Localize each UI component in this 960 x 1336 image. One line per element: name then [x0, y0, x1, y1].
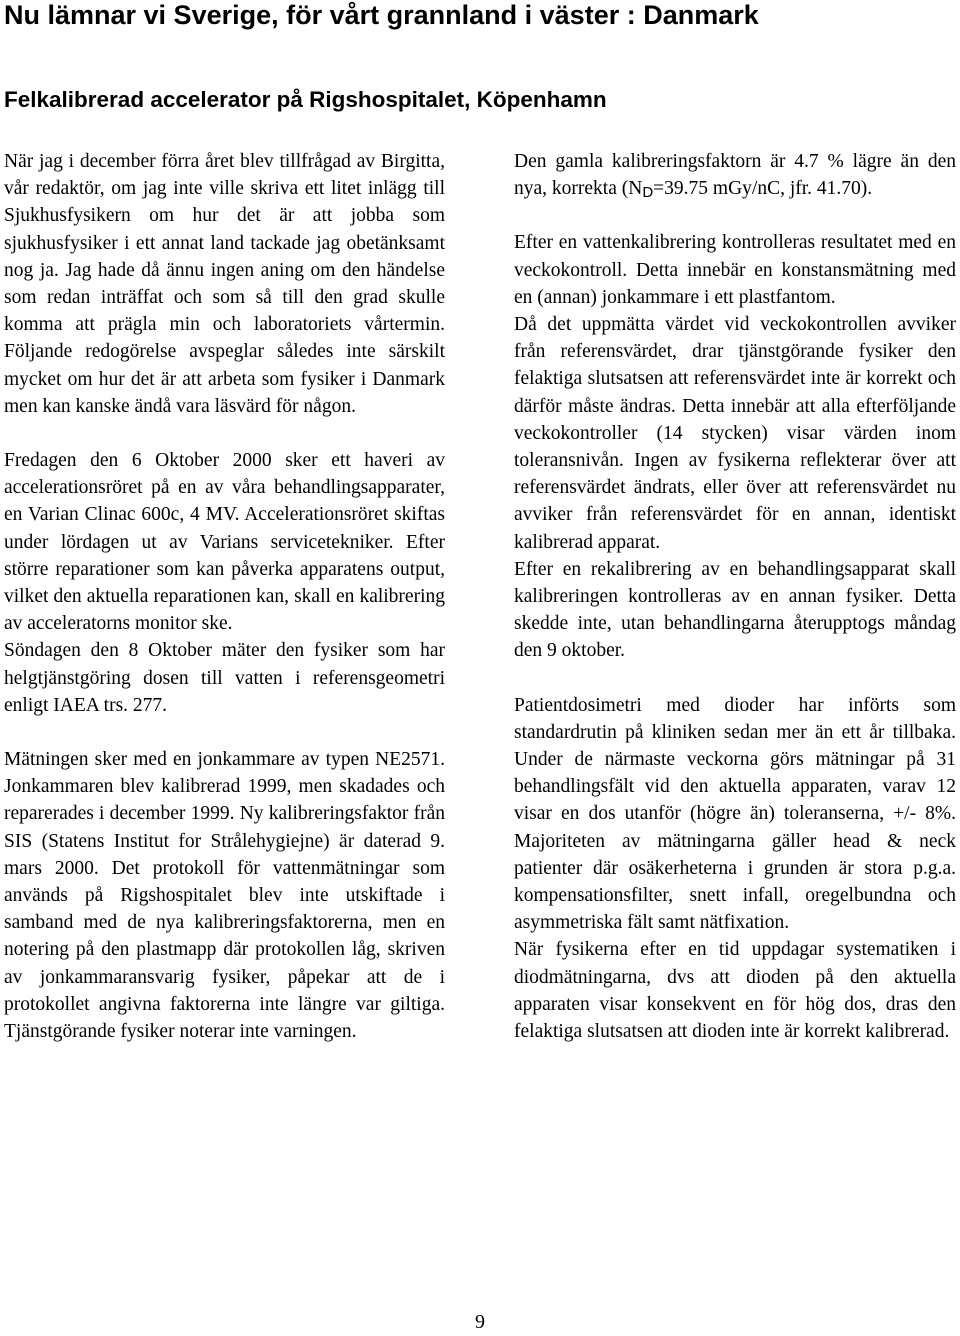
paragraph-diode-conclusion: När fysikerna efter en tid uppdagar systematiken i diodmätningarna, dvs att dioden på den aktuella apparaten visar konsekvent en för hög dos, dras den felaktiga slutsatsen att dioden inte är korrekt kalibrerad. — [514, 939, 956, 1043]
paragraph-ion-chamber: Mätningen sker med en jonkammare av typen NE2571. Jonkammaren blev kalibrerad 1999, men skadades och reparerades i december 1999. Ny kalibreringsfaktor från SIS (Statens Institut for Strålehygiejne) är daterad 9. mars 2000. Det protokoll för vattenmätningar som används på Rigshospitalet blev inte utskiftade i samband med de nya kalibreringsfaktorerna, men en notering på den plastmapp där protokollen låg, skriven av jonkammaransvarig fysiker, påpekar att de i protokollet angivna faktorerna inte längre var giltiga. Tjänstgörande fysiker noterar inte varningen. — [4, 749, 445, 1043]
paragraph-gap — [514, 202, 956, 229]
calibration-text-start: Den gamla kalibreringsfaktorn är 4.7 % lägre än den nya, korrekta (N — [514, 151, 956, 200]
paragraph-gap — [514, 665, 956, 692]
left-column — [4, 148, 445, 1045]
paragraph-weekly-check: Efter en vattenkalibrering kontrolleras resultatet med en veckokontroll. Detta innebär en konstansmätning med en (annan) jonkammare i ett plastfantom. — [514, 232, 956, 308]
page-title: Nu lämnar vi Sverige, för vårt grannland i väster : Danmark — [4, 0, 759, 30]
paragraph-recalibration: Efter en rekalibrering av en behandlingsapparat skall kalibreringen kontrolleras av en annan fysiker. Detta skedde inte, utan behandlingarna återupptogs måndag den 9 oktober. — [514, 558, 956, 662]
page-number: 9 — [475, 1311, 485, 1333]
paragraph-reference-value: Då det uppmätta värdet vid veckokontrollen avviker från referensvärdet, drar tjänstgörande fysiker den felaktiga slutsatsen att referensvärdet inte är korrekt och därför måste ändras. Detta innebär att alla efterföljande veckokontroller (14 stycken) visar värden inom toleransnivån. Ingen av fysikerna reflekterar över att referensvärdet ändrats, eller över att referensvärdet nu avviker från referensvärdet för en annan, identiskt kalibrerad apparat. — [514, 314, 956, 553]
paragraph-calibration-factor — [514, 148, 956, 202]
paragraph-gap — [4, 420, 445, 447]
paragraph-sunday-measurement: Söndagen den 8 Oktober mäter den fysiker som har helgtjänstgöring dosen till vatten i referensgeometri enligt IAEA trs. 277. — [4, 640, 445, 716]
subscript-d: D — [642, 184, 654, 202]
calibration-text-end: =39.75 mGy/nC, jfr. 41.70). — [653, 178, 873, 200]
paragraph-gap — [4, 719, 445, 746]
paragraph-patient-dosimetry: Patientdosimetri med dioder har införts som standardrutin på kliniken sedan mer än ett år tillbaka. Under de närmaste veckorna görs mätningar på 31 behandlingsfält vid den aktuella apparaten, varav 12 visar en dos utanför (högre än) toleranserna, +/- 8%. Majoriteten av mätningarna gäller head & neck patienter där osäkerheterna i grunden är stora p.g.a. kompensationsfilter, snett infall, oregelbundna och asymmetriska fält samt nätfixation. — [514, 694, 956, 934]
paragraph-incident: Fredagen den 6 Oktober 2000 sker ett haveri av accelerationsröret på en av våra behandlingsapparater, en Varian Clinac 600c, 4 MV. Accelerationsröret skiftas under lördagen ut av Varians servicetekniker. Efter större reparationer som kan påverka apparatens output, vilket den aktuella reparationen kan, skall en kalibrering av acceleratorns monitor ske. — [4, 450, 445, 635]
article-subtitle: Felkalibrerad accelerator på Rigshospitalet, Köpenhamn — [4, 87, 607, 112]
right-column — [514, 148, 956, 1045]
paragraph-intro: När jag i december förra året blev tillfrågad av Birgitta, vår redaktör, om jag inte ville skriva ett litet inlägg till Sjukhusfysikern om hur det är att jobba som sjukhusfysiker i ett annat land tackade jag obetänksamt nog ja. Jag hade då ännu ingen aning om den händelse som redan inträffat och som så till den grad skulle komma att prägla min och laboratoriets vårtermin. Följande redogörelse avspeglar således inte särskilt mycket om hur det är att arbeta som fysiker i Danmark men kan kanske ändå vara läsvärd för någon. — [4, 151, 445, 417]
